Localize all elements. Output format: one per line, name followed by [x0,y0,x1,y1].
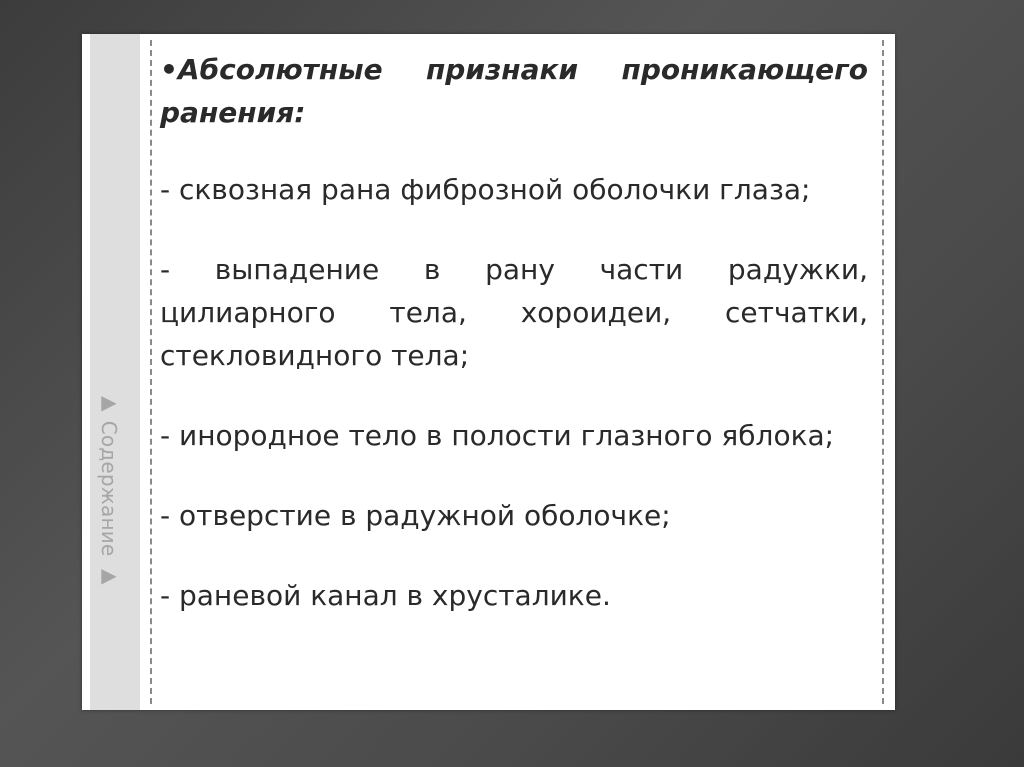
contents-sidebar[interactable] [90,34,140,710]
list-item: - инородное тело в полости глазного яблока; [160,419,835,452]
slide-content [160,48,868,617]
list-item: - сквозная рана фиброзной оболочки глаза; [160,173,811,206]
left-dashed-border [150,40,152,704]
list-item: - раневой канал в хрусталике. [160,579,611,612]
list-item: - отверстие в радужной оболочке; [160,499,671,532]
slide-heading: •Абсолютные признаки проникающего ранения: [160,53,868,129]
right-dashed-border [882,40,884,704]
contents-sidebar-label: ▶ Содержание ▶ [97,390,121,588]
slide [82,34,895,710]
list-item: - выпадение в рану части радужки, цилиарного тела, хороидеи, сетчатки, стекловидного тела; [160,253,868,372]
